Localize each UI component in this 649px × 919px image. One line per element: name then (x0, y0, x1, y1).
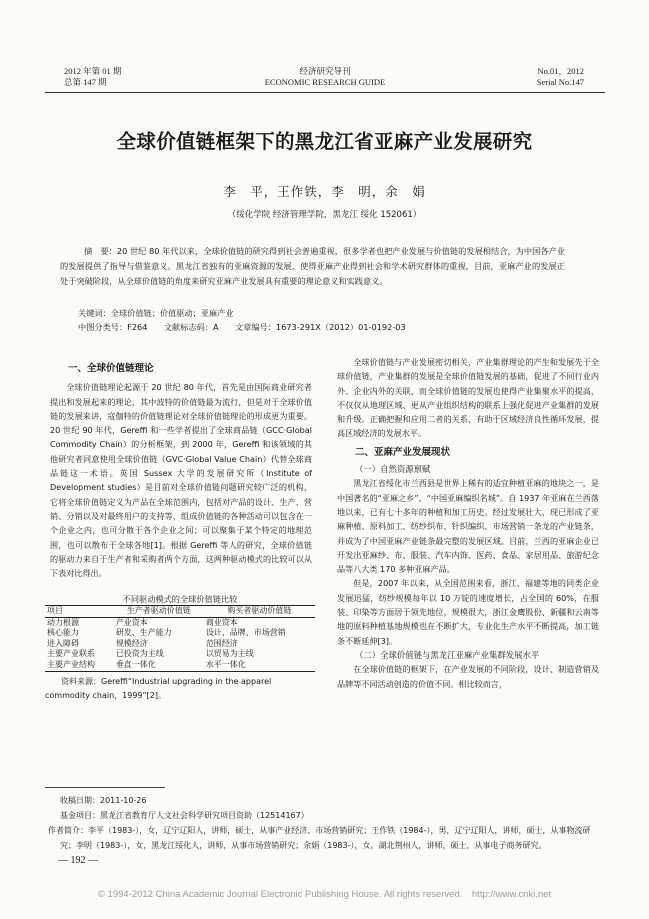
right-column (337, 355, 599, 691)
table-cell: 垂直一体化 (114, 660, 204, 671)
section-heading-1: 一、全球价值链理论 (68, 363, 154, 374)
table-cell: 范围经济 (205, 638, 238, 648)
table-cell: 产业资本 (115, 617, 148, 627)
keywords-block (78, 306, 558, 334)
header-rule (45, 92, 605, 93)
serial-number-en: Serial No.147 (536, 77, 584, 87)
issue-number: 2012 年第 01 期 (64, 66, 122, 76)
table-cell: 已投资为主线 (115, 649, 164, 659)
article-title: 全球价值链框架下的黑龙江省亚麻产业发展研究 (116, 130, 533, 153)
abstract-label: 摘 要： (84, 246, 117, 256)
paragraph: 但是，2007 年以来，从全国范围来看，浙江、福建等地的同类企业发展迅猛，纺纱规模每年以 10 万锭的速度增长，占全国的 60%，在服装、印染等方面居于领先地位，规模很大，浙江金鹰股份、新疆和云南等地的原料种植基地规模也在不断扩大，专业化生产水平不断提高，加工链条不断延伸[3]。 (337, 578, 599, 646)
journal-name (205, 66, 445, 88)
table-cell: 以贸易为主线 (205, 649, 254, 659)
table-cell: 主要产业联系 (47, 649, 95, 659)
paragraph: 全球价值链与产业发展密切相关，产业集群理论的产生和发展先于全球价值链，产业集群的发展是全球价值链发展的基础，促进了不同行业内外、企业内外的关联，而全球价值链的发展也使得产业集聚水平的提高，不仅仅从地理区域、更从产业组织结构的联系上强化促进产业集群的发展和升级。正确把握和应用二者的关系，有助于区域经济良性循环发展，提高区域经济的发展水平。 (337, 357, 599, 439)
table-row (45, 649, 315, 660)
subsection-heading-2: （二）全球价值链与黑龙江亚麻产业集群发展水平 (355, 649, 540, 660)
table-row (45, 660, 315, 671)
table-header-cell: 生产者驱动价值链 (114, 606, 204, 618)
table-cell: 研发、生产能力 (115, 628, 172, 638)
table-cell: 进入障碍 (47, 638, 79, 648)
serial-number: 总第 147 期 (64, 77, 107, 87)
received-date: 收稿日期：2011-10-26 (60, 796, 147, 805)
table-cell: 水平一体化 (204, 660, 315, 671)
left-column (50, 362, 312, 580)
table-row (45, 639, 315, 650)
paragraph: 全球价值链理论起源于 20 世纪 80 年代，首先是由国际商业研究者提出和发展起来的理论，其中波特的价值链最为流行，但是对于全球价值链的发展来讲，寇伽特的价值链理论对全球价值链理论的形成更为重要。20 世纪 90 年代，Gereffi 和一些学者提出了全球商品链（GCC·Global Commodity Chain）的分析框架，到 2000 年，Gereffi 和该领域的其他研究者同意使用全球价值链（GVC·Global Value Chain）代替全球商品链这一术语。英国 Sussex 大学的发展研究所（Institute of Development studies）是目前对全球价值链问题研究较广泛的机构，它将全球价值链定义为产品在全球范围内，包括对产品的设计、生产、营销、分销以及对最终用户的支持等，组成价值链的各种活动可以包含在一个企业之内，也可分散于各个企业之间；可以聚集于某个特定的地理范围，也可以散布于全球各地[1]。根据 Gereffi 等人的研究，全球价值链的驱动力来自于生产者和采购者两个方面，这两种驱动模式的比较可以从下表对比得出。 (50, 382, 312, 579)
abstract (60, 244, 565, 290)
table-header-cell: 项目 (45, 606, 114, 618)
journal-name-en: ECONOMIC RESEARCH GUIDE (264, 77, 386, 87)
copyright-footer: © 1994-2012 China Academic Journal Electronic Publishing House. All rights reserved. http://www.cnki.net (97, 889, 552, 900)
fund-project: 基金项目：黑龙江省教育厅人文社会科学研究项目资助（12514167） (60, 811, 309, 820)
table-row (45, 617, 315, 628)
footnote-rule (45, 787, 165, 788)
comparison-table (45, 605, 315, 672)
table-row (45, 628, 315, 639)
issue-info-en (537, 66, 584, 88)
affiliation: （绥化学院 经济管理学院，黑龙江 绥化 152061） (227, 210, 422, 220)
page-number: — 192 — (58, 855, 98, 866)
table-caption: 不同驱动模式的全球价值链比较 (122, 594, 238, 604)
author-bio: 作者简介：李平（1983-），女，辽宁辽阳人，讲师，硕士，从事产业经济、市场营销研究；王作铁（1984-），男，辽宁辽阳人，讲师，硕士，从事物流研究；李明（1983-），女，黑龙江绥化人，讲师，从事市场营销研究；余娟（1983-），女，湖北荆州人，讲师，硕士，从事电子商务研究。 (48, 826, 591, 850)
classification-line: 中图分类号：F264 文献标志码：A 文章编号：1673-291X（2012）01-0192-03 (78, 322, 406, 332)
table-cell: 主要产业结构 (45, 660, 114, 671)
section-heading-2: 二、亚麻产业发展现状 (355, 446, 451, 458)
table-cell: 核心能力 (47, 628, 79, 638)
keywords-text: 全球价值链；价值驱动；亚麻产业 (110, 308, 234, 318)
issue-info (64, 66, 121, 88)
table-header-row (45, 606, 315, 618)
footnotes (48, 793, 600, 853)
subsection-heading-1: （一）自然资源禀赋 (355, 464, 431, 475)
keywords-label: 关键词： (78, 308, 111, 318)
table-cell: 规模经济 (115, 638, 148, 648)
table-cell: 动力根源 (47, 617, 79, 627)
paragraph: 在全球价值链的框架下，在产业发展的不同阶段，设计、制造营销及品牌等不同活动创造的价值不同。相比较而言， (337, 664, 599, 689)
table-header-cell: 购买者驱动价值链 (204, 606, 315, 618)
abstract-text: 20 世纪 80 年代以来，全球价值链的研究得到社会普遍重视，很多学者也把产业发展与价值链的发展相结合，为中国各产业的发展提供了指导与借鉴意义。黑龙江省独有的亚麻资源的发展，使得亚麻产业得到社会和学术研究群体的重视，目前，亚麻产业的发展正处于突破阶段，从全球价值链的角度来研究亚麻产业发展具有重要的理论意义和实践意义。 (60, 246, 565, 287)
comparison-table-block (45, 593, 315, 703)
author-list: 李 平，王作铁，李 明，余 娟 (223, 184, 426, 199)
table-cell: 设计、品牌、市场营销 (205, 628, 286, 638)
issue-number-en: No.01，2012 (537, 66, 584, 76)
journal-name-cn: 经济研究导刊 (299, 66, 351, 76)
paragraph: 黑龙江省绥化市兰西县是世界上稀有的适宜种植亚麻的地块之一，是中国著名的“亚麻之乡”、“中国亚麻编织名城”。自 1937 年亚麻在兰西落地以来，已有七十多年的种植和加工历史。经过发展壮大，现已形成了亚麻种植、原料加工、纺纱织布、针织编织、市场营销一条龙的产业链条，并成为了中国亚麻产业链条最完整的发展区域。目前，兰西的亚麻企业已开发出亚麻纱、布、服装、汽车内饰、医药、食品、家居用品、旅游纪念品等八大类 170 多种亚麻产品。 (337, 478, 599, 575)
table-source: 资料来源：Gereffi“Industrial upgrading in the apparel commodity chain，1999”[2]。 (45, 676, 272, 700)
table-cell: 商业资本 (205, 617, 238, 627)
